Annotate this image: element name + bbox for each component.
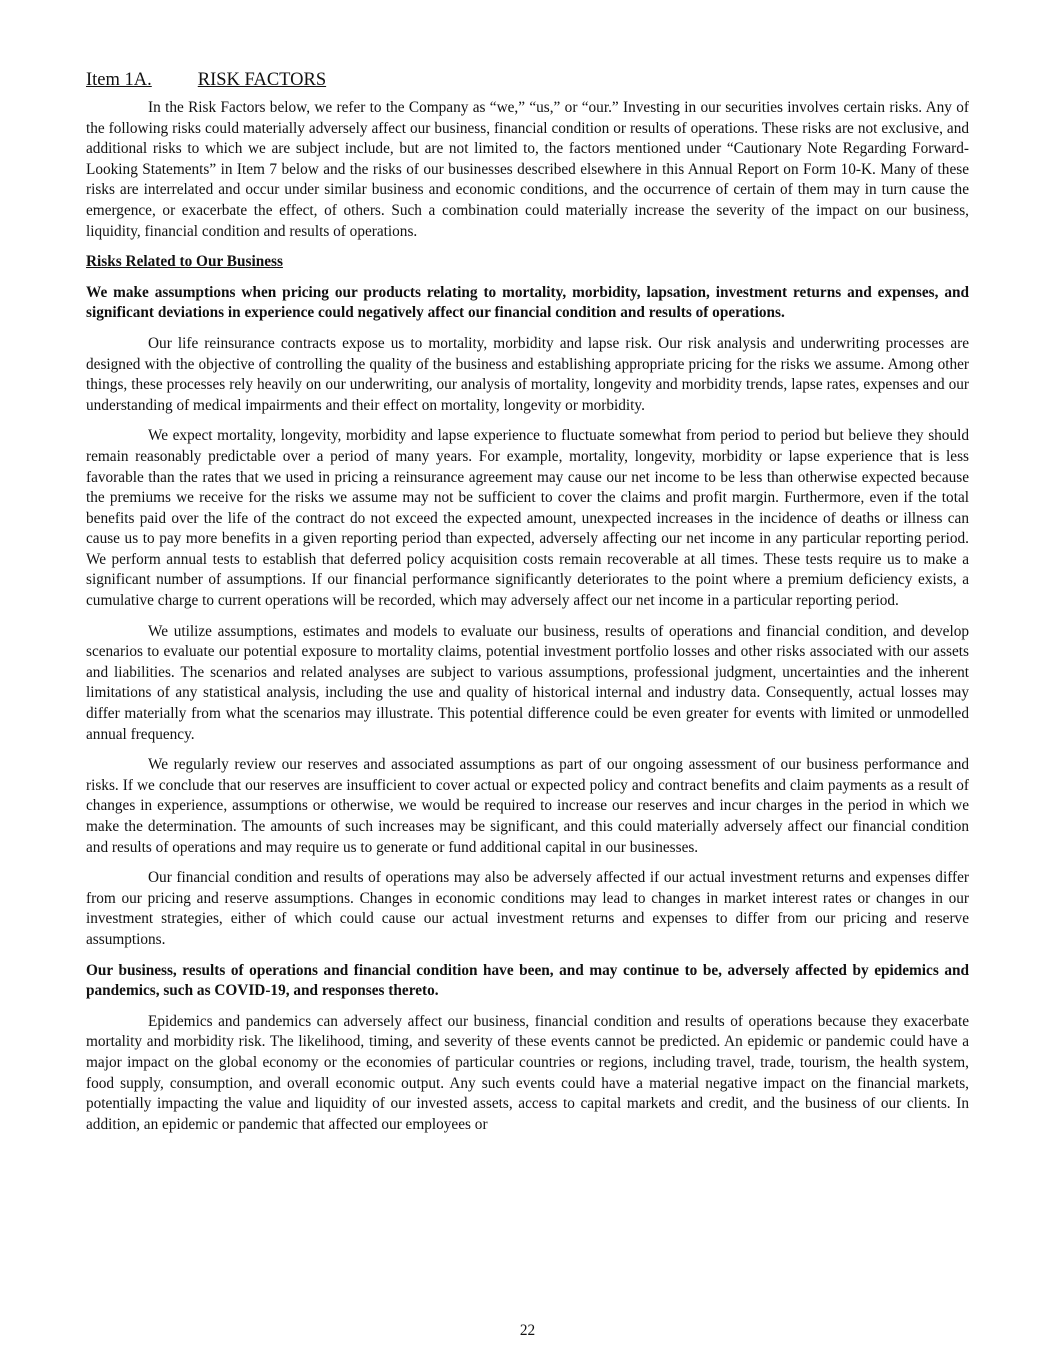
body-paragraph: We regularly review our reserves and associated assumptions as part of our ongoing assessment of our business performance and risks. If we conclude that our reserves are insufficient to cover actual or expected policy and contract benefits and claim payments as a result of changes in experience, assumptions or otherwise, we would be required to increase our reserves and incur charges in the period in which we make the determination. The amounts of such increases may be significant, and this could materially adversely affect our financial condition and results of operations and may require us to generate or fund additional capital in our businesses. [86, 756, 969, 856]
body-paragraph: We expect mortality, longevity, morbidity and lapse experience to fluctuate somewhat from period to period but believe they should remain reasonably predictable over a period of many years. For example, mortality, longevity, morbidity or lapse experience that is less favorable than the rates that we used in pricing a reinsurance agreement may cause our net income to be less than otherwise expected because the premiums we receive for the risks we assume may not be sufficient to cover the claims and profit margin. Furthermore, even if the total benefits paid over the life of the contract do not exceed the expected amount, unexpected increases in the incidence of deaths or illness can cause us to pay more benefits in a given reporting period than expected, adversely affecting our net income in any particular reporting period. We perform annual tests to establish that deferred policy acquisition costs remain recoverable at all times. These tests require us to make a significant number of assumptions. If our financial performance significantly deteriorates to the point where a premium deficiency exists, a cumulative charge to current operations will be recorded, which may adversely affect our net income in a particular reporting period. [86, 427, 969, 610]
body-paragraph: Our life reinsurance contracts expose us to mortality, morbidity and lapse risk. Our risk analysis and underwriting processes are designed with the objective of controlling the quality of the business and establishing appropriate pricing for the risks we assume. Among other things, these processes rely heavily on our underwriting, our analysis of mortality, longevity and morbidity trends, lapse rates, expenses and our understanding of medical impairments and their effect on mortality, longevity or morbidity. [86, 334, 969, 414]
body-paragraph: Epidemics and pandemics can adversely affect our business, financial condition and results of operations because they exacerbate mortality and morbidity risk. The likelihood, timing, and severity of these events cannot be predicted. An epidemic or pandemic could have a major impact on the global economy or the economies of particular countries or regions, including travel, trade, tourism, the health system, food supply, consumption, and overall economic output. Any such events could have a material negative impact on the financial markets, potentially impacting the value and liquidity of our invested assets, access to capital markets and credit, and the business of our clients. In addition, an epidemic or pandemic that affected our employees or [86, 1012, 969, 1133]
body-paragraph: We utilize assumptions, estimates and models to evaluate our business, results of operations and financial condition, and develop scenarios to evaluate our potential exposure to mortality claims, potential investment portfolio losses and other risks associated with our assets and liabilities. The scenarios and related analyses are subject to various assumptions, professional judgment, uncertainties and the inherent limitations of any statistical analysis, including the use and quality of historical internal and industry data. Consequently, actual losses may differ materially from what the scenarios may illustrate. This potential difference could be even greater for events with limited or unmodelled annual frequency. [86, 622, 969, 743]
intro-paragraph: In the Risk Factors below, we refer to the Company as “we,” “us,” or “our.” Investing in our securities involves certain risks. Any of the following risks could materially adversely affect our business, financial condition or results of operations. These risks are not exclusive, and additional risks to which we are subject include, but are not limited to, the factors mentioned under “Cautionary Note Regarding Forward-Looking Statements” in Item 7 below and the risks of our businesses described elsewhere in this Annual Report on Form 10-K. Many of these risks are interrelated and occur under similar business and economic conditions, and the occurrence of certain of them may in turn cause the emergence, or exacerbate the effect, of others. Such a combination could materially increase the severity of the impact on our business, liquidity, financial condition and results of operations. [86, 99, 969, 240]
body-paragraph: Our financial condition and results of operations may also be adversely affected if our actual investment returns and expenses differ from our pricing and reserve assumptions. Changes in economic conditions may lead to changes in market interest rates or changes in our investment strategies, either of which could cause our actual investment returns and expenses to differ from our pricing and reserve assumptions. [86, 869, 969, 948]
risk-title: We make assumptions when pricing our products relating to mortality, morbidity, lapsation, investment returns and expenses, and significant deviations in experience could negatively affect our financial condition and results of operations. [86, 283, 969, 322]
document-page [86, 68, 969, 1145]
subheading: Risks Related to Our Business [86, 253, 283, 271]
page-number: 22 [519, 1322, 536, 1339]
item-number: Item 1A. [86, 70, 152, 90]
section-heading [86, 68, 969, 92]
section-title: RISK FACTORS [197, 70, 327, 90]
risk-title: Our business, results of operations and financial condition have been, and may continue to be, adversely affected by epidemics and pandemics, such as COVID-19, and responses thereto. [86, 961, 969, 1000]
